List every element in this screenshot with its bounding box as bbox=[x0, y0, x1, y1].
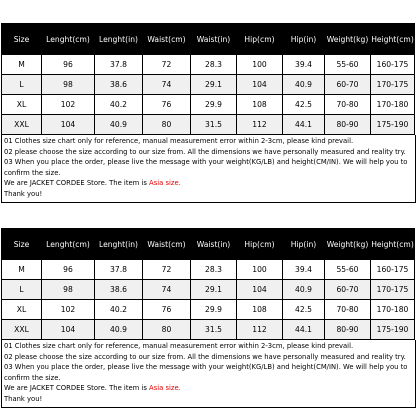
table-cell: 37.8 bbox=[95, 55, 143, 75]
note-line-1: 01 Clothes size chart only for reference, manual measurement error within 2-3cm, please kind prevail. bbox=[4, 342, 354, 350]
size-notes bbox=[1, 135, 416, 203]
note-line-1: 01 Clothes size chart only for reference, manual measurement error within 2-3cm, please kind prevail. bbox=[4, 137, 354, 145]
column-header-waist-cm: Waist(cm) bbox=[143, 24, 191, 55]
table-cell: 40.2 bbox=[95, 95, 143, 115]
note-line-2: 02 please choose the size according to our size from. All the dimensions we have personally measured and reality try. bbox=[4, 147, 406, 156]
size-chart-table bbox=[1, 228, 415, 340]
size-chart-block-1 bbox=[1, 23, 414, 203]
table-cell: 70-80 bbox=[325, 95, 371, 115]
table-cell: 96 bbox=[42, 260, 95, 280]
table-cell: 80 bbox=[143, 320, 191, 340]
asia-size-highlight: Asia size. bbox=[149, 179, 181, 188]
table-cell: 60-70 bbox=[325, 280, 371, 300]
table-cell: 29.9 bbox=[191, 95, 237, 115]
table-cell: 39.4 bbox=[283, 260, 325, 280]
table-cell: M bbox=[2, 260, 42, 280]
column-header-hip-in: Hip(in) bbox=[283, 24, 325, 55]
column-header-size: Size bbox=[2, 24, 42, 55]
table-cell: 40.9 bbox=[283, 280, 325, 300]
table-cell: XL bbox=[2, 95, 42, 115]
thank-you-text: Thank you! bbox=[4, 189, 43, 198]
note-line-2: 02 please choose the size according to our size from. All the dimensions we have personally measured and reality try. bbox=[4, 352, 406, 361]
table-row bbox=[2, 260, 415, 280]
table-header-row bbox=[2, 229, 415, 260]
table-cell: 29.1 bbox=[191, 280, 237, 300]
table-cell: 40.9 bbox=[95, 115, 143, 135]
table-cell: 160-175 bbox=[371, 55, 415, 75]
table-row bbox=[2, 300, 415, 320]
table-row bbox=[2, 280, 415, 300]
column-header-height-cm: Height(cm) bbox=[371, 229, 415, 260]
column-header-waist-in: Waist(in) bbox=[191, 24, 237, 55]
table-cell: 44.1 bbox=[283, 115, 325, 135]
table-cell: 55-60 bbox=[325, 260, 371, 280]
asia-size-highlight: Asia size. bbox=[149, 384, 181, 393]
table-cell: 104 bbox=[42, 320, 95, 340]
table-cell: 74 bbox=[143, 75, 191, 95]
table-cell: 100 bbox=[237, 55, 283, 75]
store-note-text: We are JACKET CORDEE Store. The item is bbox=[4, 384, 150, 393]
table-cell: 175-190 bbox=[371, 115, 415, 135]
table-cell: 31.5 bbox=[191, 115, 237, 135]
column-header-hip-cm: Hip(cm) bbox=[237, 24, 283, 55]
table-cell: 60-70 bbox=[325, 75, 371, 95]
table-cell: 108 bbox=[237, 95, 283, 115]
column-header-waist-in: Waist(in) bbox=[191, 229, 237, 260]
store-note bbox=[4, 383, 415, 394]
table-cell: 108 bbox=[237, 300, 283, 320]
table-cell: 160-175 bbox=[371, 260, 415, 280]
table-cell: 104 bbox=[237, 75, 283, 95]
table-cell: 74 bbox=[143, 280, 191, 300]
table-cell: 44.1 bbox=[283, 320, 325, 340]
table-cell: 170-180 bbox=[371, 95, 415, 115]
column-header-weight-kg: Weight(kg) bbox=[325, 229, 371, 260]
thank-you-text: Thank you! bbox=[4, 394, 43, 403]
column-header-length-in: Lenght(in) bbox=[95, 229, 143, 260]
note-line-3: 03 When you place the order, please live the message with your weight(KG/LB) and height(CM/IN). We will help you to bbox=[4, 363, 408, 372]
table-cell: 102 bbox=[42, 95, 95, 115]
column-header-weight-kg: Weight(kg) bbox=[325, 24, 371, 55]
size-chart-block-2 bbox=[1, 228, 414, 408]
table-cell: 170-175 bbox=[371, 75, 415, 95]
table-cell: 40.9 bbox=[283, 75, 325, 95]
table-cell: 70-80 bbox=[325, 300, 371, 320]
table-cell: 38.6 bbox=[95, 75, 143, 95]
table-cell: 80-90 bbox=[325, 320, 371, 340]
column-header-hip-in: Hip(in) bbox=[283, 229, 325, 260]
note-line-4: confirm the size. bbox=[4, 168, 61, 177]
table-row bbox=[2, 95, 415, 115]
column-header-length-in: Lenght(in) bbox=[95, 24, 143, 55]
table-cell: XL bbox=[2, 300, 42, 320]
table-cell: 29.9 bbox=[191, 300, 237, 320]
table-cell: L bbox=[2, 75, 42, 95]
table-cell: 55-60 bbox=[325, 55, 371, 75]
table-cell: 38.6 bbox=[95, 280, 143, 300]
table-cell: 29.1 bbox=[191, 75, 237, 95]
table-cell: 37.8 bbox=[95, 260, 143, 280]
table-cell: 96 bbox=[42, 55, 95, 75]
table-cell: 170-180 bbox=[371, 300, 415, 320]
table-cell: XXL bbox=[2, 320, 42, 340]
table-cell: 28.3 bbox=[191, 260, 237, 280]
table-row bbox=[2, 75, 415, 95]
column-header-length-cm: Lenght(cm) bbox=[42, 229, 95, 260]
table-row bbox=[2, 320, 415, 340]
note-line-4: confirm the size. bbox=[4, 373, 61, 382]
table-cell: 98 bbox=[42, 280, 95, 300]
table-header-row bbox=[2, 24, 415, 55]
store-note bbox=[4, 178, 415, 189]
table-cell: 72 bbox=[143, 55, 191, 75]
column-header-hip-cm: Hip(cm) bbox=[237, 229, 283, 260]
column-header-size: Size bbox=[2, 229, 42, 260]
table-cell: 112 bbox=[237, 115, 283, 135]
table-cell: 104 bbox=[237, 280, 283, 300]
table-cell: 72 bbox=[143, 260, 191, 280]
table-cell: 80-90 bbox=[325, 115, 371, 135]
column-header-height-cm: Height(cm) bbox=[371, 24, 415, 55]
size-chart-table bbox=[1, 23, 415, 135]
table-cell: 39.4 bbox=[283, 55, 325, 75]
table-cell: 98 bbox=[42, 75, 95, 95]
table-cell: 112 bbox=[237, 320, 283, 340]
table-cell: 40.9 bbox=[95, 320, 143, 340]
table-cell: XXL bbox=[2, 115, 42, 135]
table-cell: 40.2 bbox=[95, 300, 143, 320]
table-cell: 102 bbox=[42, 300, 95, 320]
table-cell: L bbox=[2, 280, 42, 300]
table-cell: 28.3 bbox=[191, 55, 237, 75]
table-row bbox=[2, 115, 415, 135]
table-cell: 104 bbox=[42, 115, 95, 135]
column-header-waist-cm: Waist(cm) bbox=[143, 229, 191, 260]
table-cell: M bbox=[2, 55, 42, 75]
store-note-text: We are JACKET CORDEE Store. The item is bbox=[4, 179, 150, 188]
column-header-length-cm: Lenght(cm) bbox=[42, 24, 95, 55]
table-cell: 42.5 bbox=[283, 95, 325, 115]
table-cell: 76 bbox=[143, 300, 191, 320]
table-cell: 170-175 bbox=[371, 280, 415, 300]
table-cell: 80 bbox=[143, 115, 191, 135]
table-cell: 175-190 bbox=[371, 320, 415, 340]
table-cell: 100 bbox=[237, 260, 283, 280]
table-cell: 76 bbox=[143, 95, 191, 115]
size-notes bbox=[1, 340, 416, 408]
table-cell: 42.5 bbox=[283, 300, 325, 320]
table-cell: 31.5 bbox=[191, 320, 237, 340]
note-line-3: 03 When you place the order, please live the message with your weight(KG/LB) and height(CM/IN). We will help you to bbox=[4, 158, 408, 167]
table-row bbox=[2, 55, 415, 75]
